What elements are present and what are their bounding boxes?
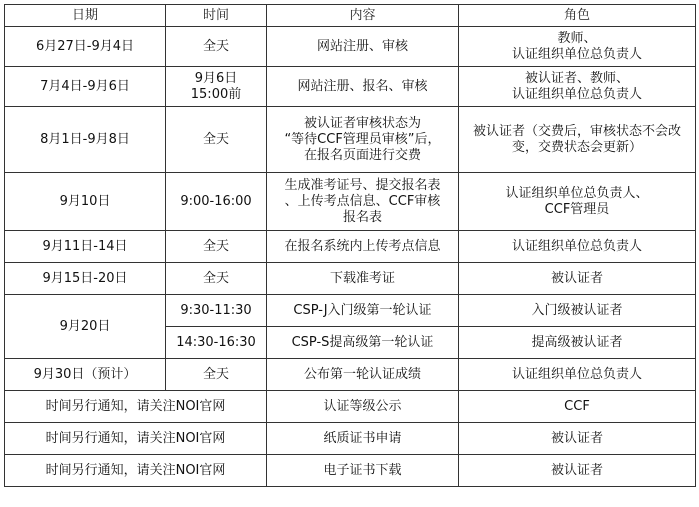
time-cell: 全天: [166, 231, 267, 263]
role-cell: 入门级被认证者: [459, 295, 696, 327]
content-cell: 认证等级公示: [267, 391, 459, 423]
table-row: [5, 359, 696, 391]
header-content: 内容: [267, 5, 459, 27]
content-cell: 公布第一轮认证成绩: [267, 359, 459, 391]
date-cell: 6月27日-9月4日: [5, 27, 166, 67]
date-cell: 7月4日-9月6日: [5, 67, 166, 107]
date-cell: 时间另行通知，请关注NOI官网: [5, 455, 267, 487]
content-cell: 被认证者审核状态为 “等待CCF管理员审核”后， 在报名页面进行交费: [267, 107, 459, 173]
time-cell: 9:00-16:00: [166, 173, 267, 231]
content-cell: 下载准考证: [267, 263, 459, 295]
table-row: [5, 295, 696, 327]
date-cell: 9月10日: [5, 173, 166, 231]
table-row: [5, 423, 696, 455]
time-cell: 全天: [166, 27, 267, 67]
role-cell: 被认证者: [459, 263, 696, 295]
role-cell: 教师、 认证组织单位总负责人: [459, 27, 696, 67]
content-cell: 生成准考证号、提交报名表 、上传考点信息、CCF审核 报名表: [267, 173, 459, 231]
date-cell: 8月1日-9月8日: [5, 107, 166, 173]
role-cell: 被认证者: [459, 423, 696, 455]
table-row: [5, 107, 696, 173]
date-cell: 9月15日-20日: [5, 263, 166, 295]
role-cell: 被认证者（交费后，审核状态不会改 变，交费状态会更新）: [459, 107, 696, 173]
header-row: [5, 5, 696, 27]
table-row: [5, 27, 696, 67]
header-role: 角色: [459, 5, 696, 27]
role-cell: 被认证者: [459, 455, 696, 487]
table-row: [5, 173, 696, 231]
content-cell: CSP-J入门级第一轮认证: [267, 295, 459, 327]
date-cell: 9月11日-14日: [5, 231, 166, 263]
content-cell: CSP-S提高级第一轮认证: [267, 327, 459, 359]
role-cell: CCF: [459, 391, 696, 423]
time-cell: 全天: [166, 263, 267, 295]
content-cell: 纸质证书申请: [267, 423, 459, 455]
table-row: [5, 263, 696, 295]
role-cell: 认证组织单位总负责人: [459, 231, 696, 263]
role-cell: 认证组织单位总负责人、 CCF管理员: [459, 173, 696, 231]
role-cell: 认证组织单位总负责人: [459, 359, 696, 391]
schedule-table: [4, 4, 696, 487]
content-cell: 电子证书下载: [267, 455, 459, 487]
time-cell: 全天: [166, 107, 267, 173]
time-cell: 全天: [166, 359, 267, 391]
content-cell: 网站注册、审核: [267, 27, 459, 67]
table-row: [5, 67, 696, 107]
content-cell: 网站注册、报名、审核: [267, 67, 459, 107]
time-cell: 9月6日 15:00前: [166, 67, 267, 107]
date-cell: 时间另行通知，请关注NOI官网: [5, 391, 267, 423]
date-cell: 9月20日: [5, 295, 166, 359]
date-cell: 9月30日（预计）: [5, 359, 166, 391]
table-row: [5, 455, 696, 487]
time-cell: 14:30-16:30: [166, 327, 267, 359]
table-row: [5, 231, 696, 263]
header-time: 时间: [166, 5, 267, 27]
role-cell: 被认证者、教师、 认证组织单位总负责人: [459, 67, 696, 107]
date-cell: 时间另行通知，请关注NOI官网: [5, 423, 267, 455]
role-cell: 提高级被认证者: [459, 327, 696, 359]
table-row: [5, 391, 696, 423]
content-cell: 在报名系统内上传考点信息: [267, 231, 459, 263]
header-date: 日期: [5, 5, 166, 27]
time-cell: 9:30-11:30: [166, 295, 267, 327]
